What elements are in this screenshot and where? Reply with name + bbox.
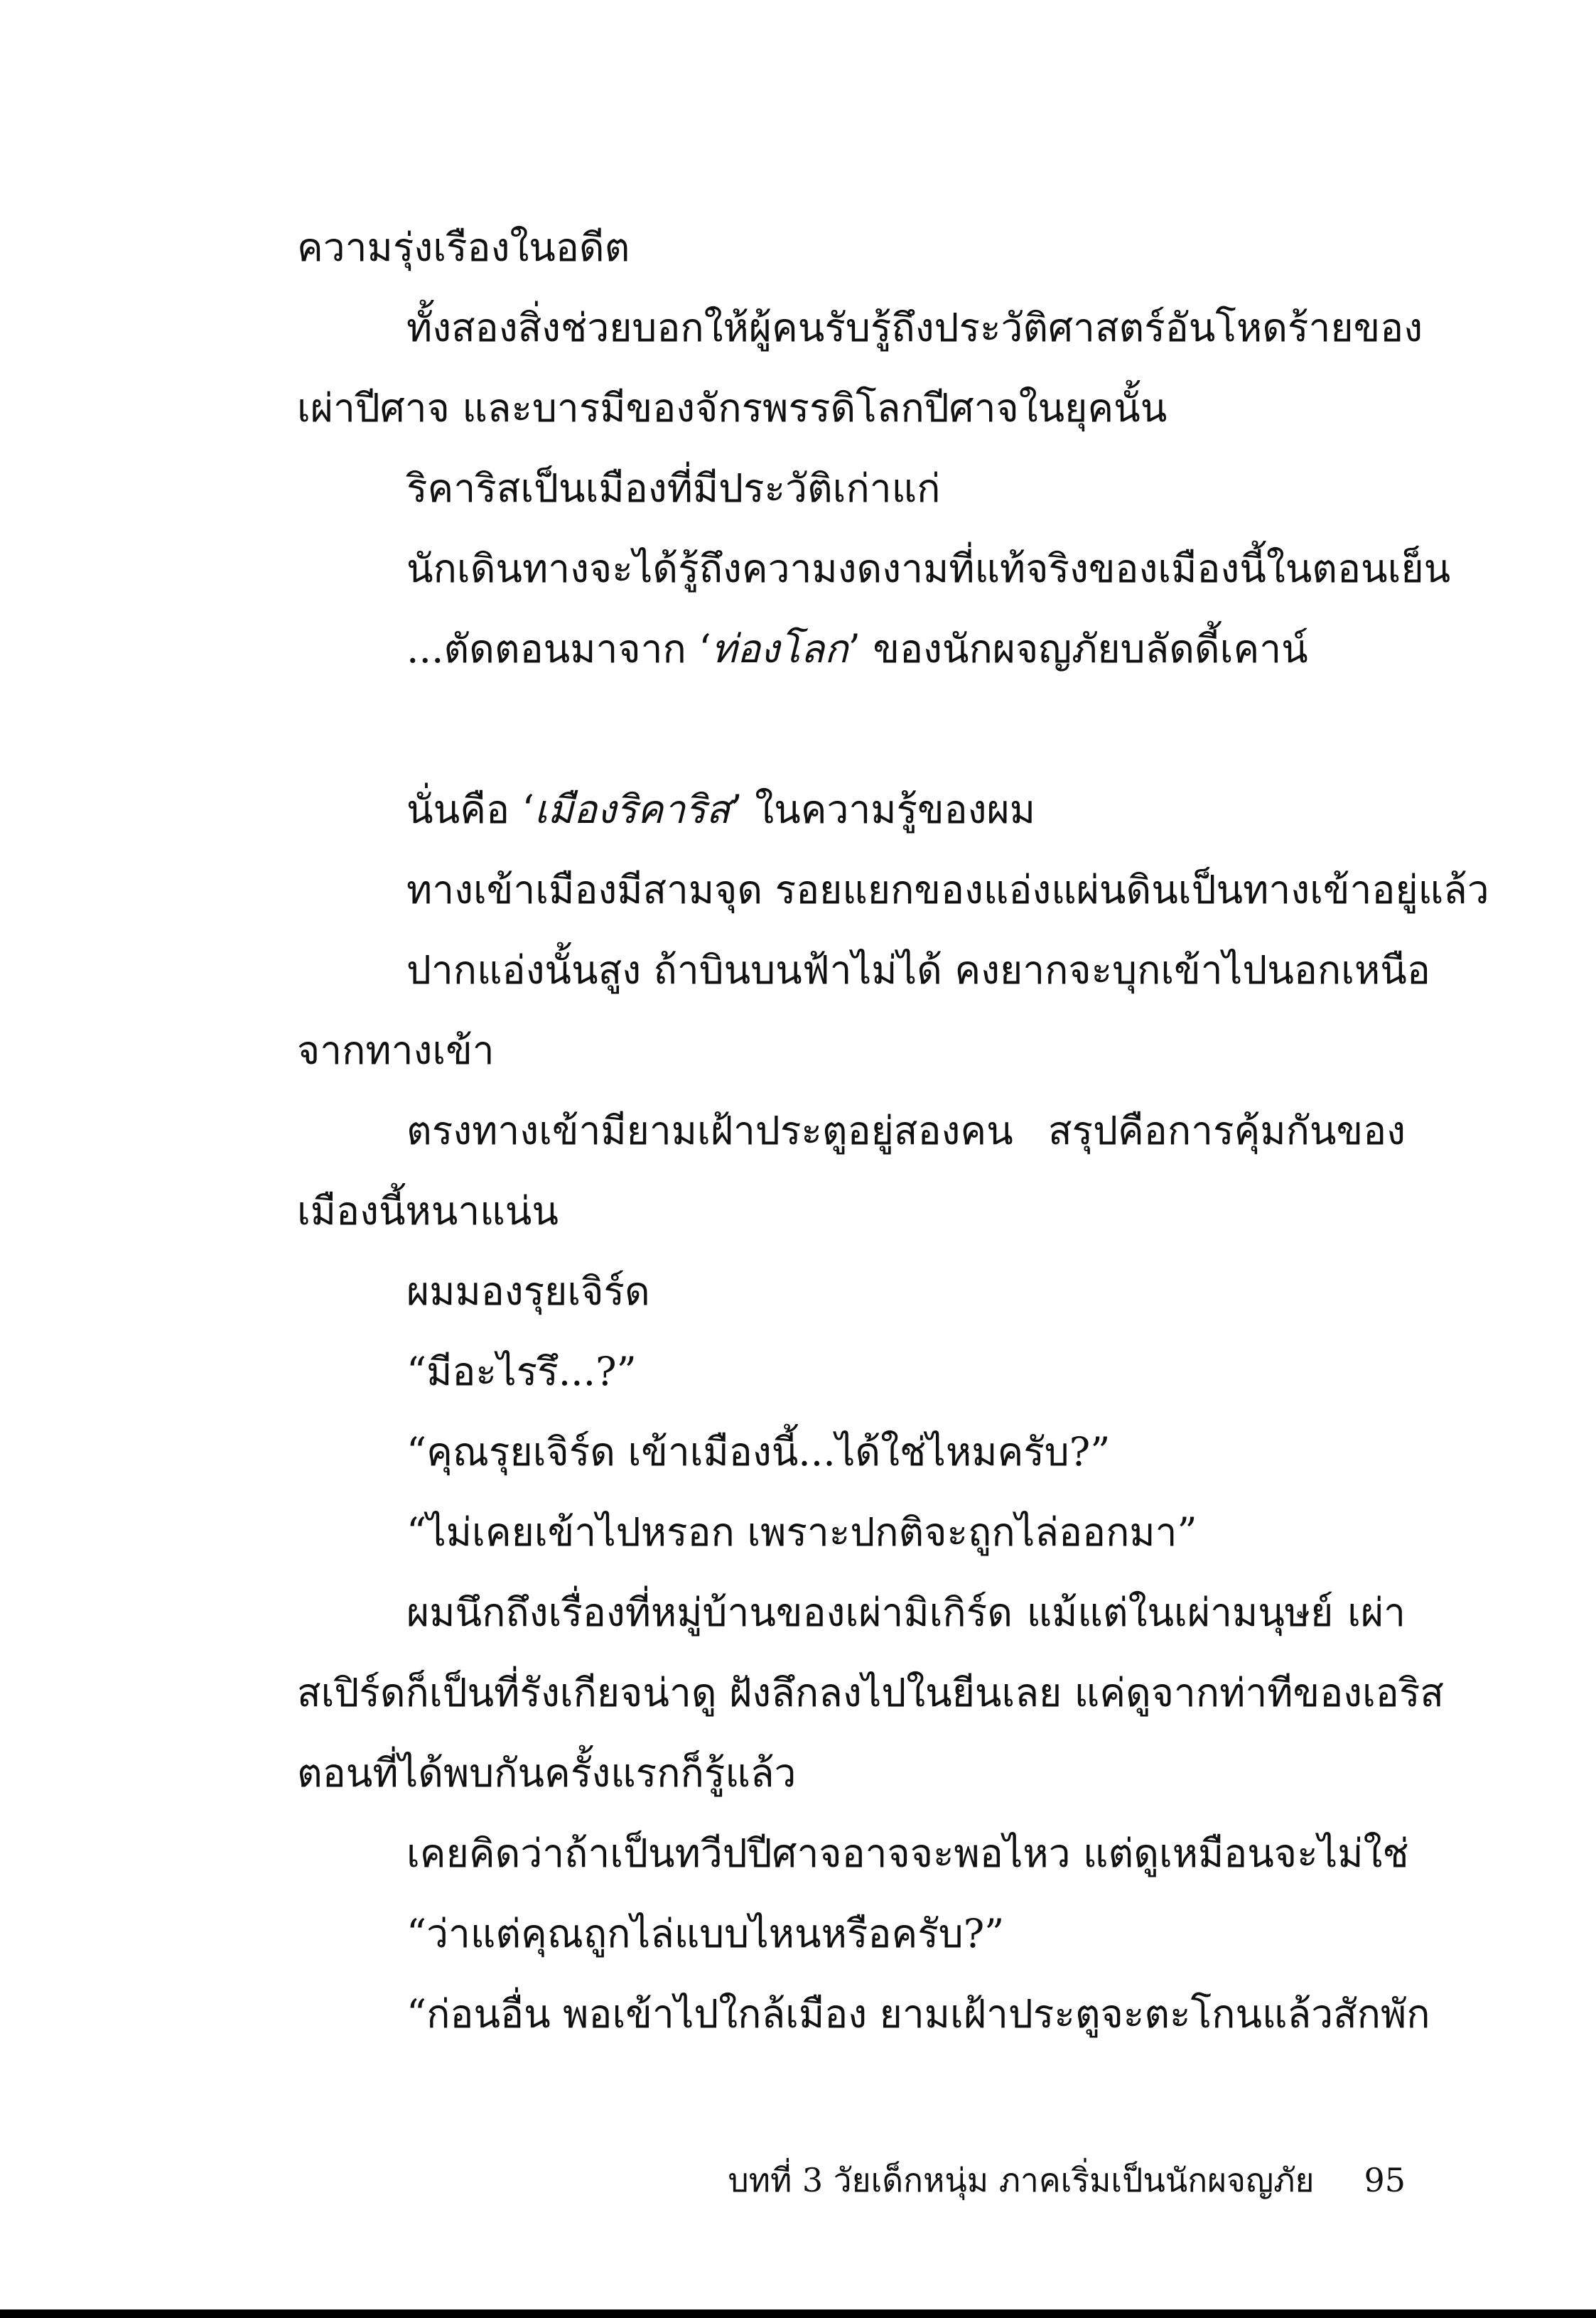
dialogue-line: “ไม่เคยเข้าไปหรอก เพราะปกติจะถูกไล่ออกมา”	[406, 1509, 1197, 1555]
text-line: นักเดินทางจะได้รู้ถึงความงดงามที่แท้จริงของเมืองนี้ในตอนเย็น	[406, 546, 1451, 591]
book-title: ท่องโลก	[711, 626, 848, 672]
excerpt-suffix: ’ ของนักผจญภัยบลัดดี้เคาน์	[848, 626, 1308, 672]
dialogue-line: “คุณรุยเจิร์ด เข้าเมืองนี้...ได้ใช่ไหมครับ?”	[406, 1429, 1111, 1475]
page-number: 95	[1364, 2161, 1406, 2199]
text-line: ผมมองรุยเจิร์ด	[406, 1268, 650, 1314]
text-line: ความรุ่งเรืองในอดีต	[297, 225, 630, 270]
city-name: เมืองริคาริส	[534, 787, 730, 832]
text-line: ทางเข้าเมืองมีสามจุด รอยแยกของแอ่งแผ่นดินเป็นทางเข้าอยู่แล้ว	[406, 867, 1489, 912]
excerpt-prefix: ...ตัดตอนมาจาก ‘	[406, 626, 711, 672]
text-line: ผมนึกถึงเรื่องที่หมู่บ้านของเผ่ามิเกิร์ด แม้แต่ในเผ่ามนุษย์ เผ่า	[406, 1590, 1406, 1635]
chapter-title: บทที่ 3 วัยเด็กหนุ่ม ภาคเริ่มเป็นนักผจญภัย	[728, 2161, 1315, 2199]
city-name-line	[297, 770, 1406, 850]
excerpt-source-line	[297, 609, 1406, 689]
text-line: เคยคิดว่าถ้าเป็นทวีปปีศาจอาจจะพอไหว แต่ดูเหมือนจะไม่ใช่	[406, 1831, 1409, 1876]
body-text	[297, 207, 1489, 2054]
page-footer	[297, 2145, 1406, 2216]
city-line-suffix: ’ ในความรู้ของผม	[730, 787, 1036, 832]
text-line: จากทางเข้า	[297, 1028, 495, 1073]
text-line: ทั้งสองสิ่งช่วยบอกให้ผู้คนรับรู้ถึงประวัติศาสตร์อันโหดร้ายของ	[406, 305, 1423, 350]
text-line: เผ่าปีศาจ และบารมีของจักรพรรดิโลกปีศาจในยุคนั้น	[297, 385, 1168, 431]
paragraph-gap	[297, 689, 1406, 770]
dialogue-line: “มีอะไรรึ...?”	[406, 1349, 637, 1394]
text-line: ปากแอ่งนั้นสูง ถ้าบินบนฟ้าไม่ได้ คงยากจะบุกเข้าไปนอกเหนือ	[406, 947, 1430, 993]
city-line-prefix: นั่นคือ ‘	[406, 787, 534, 832]
dialogue-line: “ก่อนอื่น พอเข้าไปใกล้เมือง ยามเฝ้าประตูจะตะโกนแล้วสักพัก	[406, 1991, 1430, 2037]
dialogue-line: “ว่าแต่คุณถูกไล่แบบไหนหรือครับ?”	[406, 1911, 1005, 1956]
text-line: สเปิร์ดก็เป็นที่รังเกียจน่าดู ฝังลึกลงไปในยีนเลย แค่ดูจากท่าทีของเอริส	[297, 1670, 1444, 1715]
text-line: เมืองนี้หนาแน่น	[297, 1188, 559, 1234]
text-line: ตรงทางเข้ามียามเฝ้าประตูอยู่สองคน สรุปคือการคุ้มกันของ	[406, 1108, 1406, 1153]
text-line: ตอนที่ได้พบกันครั้งแรกก็รู้แล้ว	[297, 1750, 797, 1796]
bottom-border	[0, 2309, 1596, 2318]
text-line: ริคาริสเป็นเมืองที่มีประวัติเก่าแก่	[406, 465, 941, 511]
